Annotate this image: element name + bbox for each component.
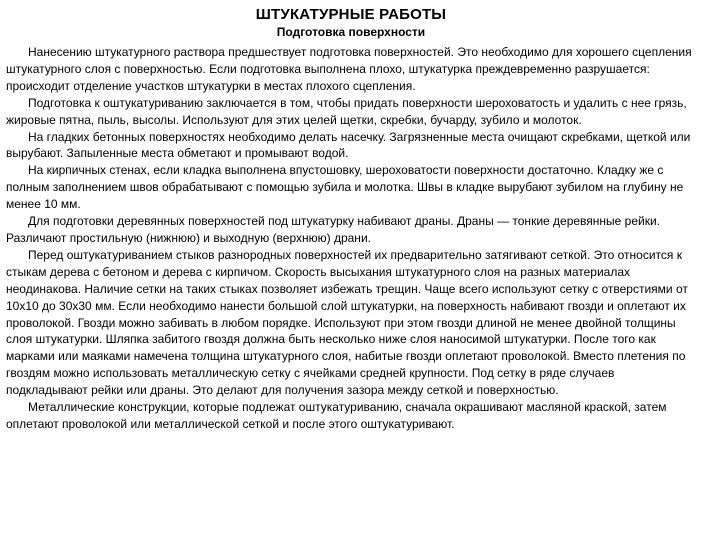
paragraph: Подготовка к оштукатуриванию заключается в том, чтобы придать поверхности шероховатость и удалить с нее грязь, жировые пятна, пыль, высолы. Используют для этих целей щетки, скребки, бучарду, зубило и молоток. <box>6 95 687 127</box>
paragraph: На кирпичных стенах, если кладка выполнена впустошовку, шероховатости поверхности достаточно. Кладку же с полным заполнением швов обрабатывают с помощью зубила и молотка. Швы в кладке вырубают зубилом на глубину не менее 10 мм. <box>6 163 684 212</box>
paragraph: Нанесению штукатурного раствора предшествует подготовка поверхностей. Это необходимо для хорошего сцепления штукатурного слоя с поверхностью. Если подготовка выполнена плохо, штукатурка преждевременно разрушается: происходит отделение участков штукатурки в местах плохого сцепления. <box>6 45 692 93</box>
paragraph: Для подготовки деревянных поверхностей под штукатурку набивают драны. Драны — тонкие деревянные рейки. Различают простильную (нижнюю) и выходную (верхнюю) драни. <box>6 214 661 245</box>
document-body <box>6 44 696 433</box>
paragraph: Металлические конструкции, которые подлежат оштукатуриванию, сначала окрашивают масляной краской, затем оплетают проволокой или металлической сеткой и после этого оштукатуривают. <box>6 400 667 431</box>
paragraph: На гладких бетонных поверхностях необходимо делать насечку. Загрязненные места очищают скребками, щеткой или вырубают. Запыленные места обметают и промывают водой. <box>6 129 691 161</box>
document-title: ШТУКАТУРНЫЕ РАБОТЫ <box>255 6 447 23</box>
document-page <box>6 6 696 433</box>
document-subtitle: Подготовка поверхности <box>276 25 426 39</box>
paragraph: Перед оштукатуриванием стыков разнородных поверхностей их предварительно затягивают сеткой. Это относится к стыкам дерева с бетоном и дерева с кирпичом. Скорость высыхания штукатурного слоя на разных материалах неодинакова. Наличие сетки на таких стыках позволяет избежать трещин. Чаще всего используют сетку с отверстиями от 10х10 до 30х30 мм. Если необходимо нанести большой слой штукатурки, на поверхность набивают гвозди и оплетают их проволокой. Гвозди можно забивать в любом порядке. Используют при этом гвозди длиной не менее двойной толщины слоя штукатурки. Шляпка забитого гвоздя должна быть несколько ниже слоя наносимой штукатурки. После того как марками или маяками намечена толщина штукатурного слоя, набитые гвозди оплетают проволокой. Вместо плетения по гвоздям можно использовать металлическую сетку с ячейками средней крупности. Под сетку в ряде случаев подкладывают рейки или драны. Это делают для получения зазора между сеткой и поверхностью. <box>6 247 688 398</box>
